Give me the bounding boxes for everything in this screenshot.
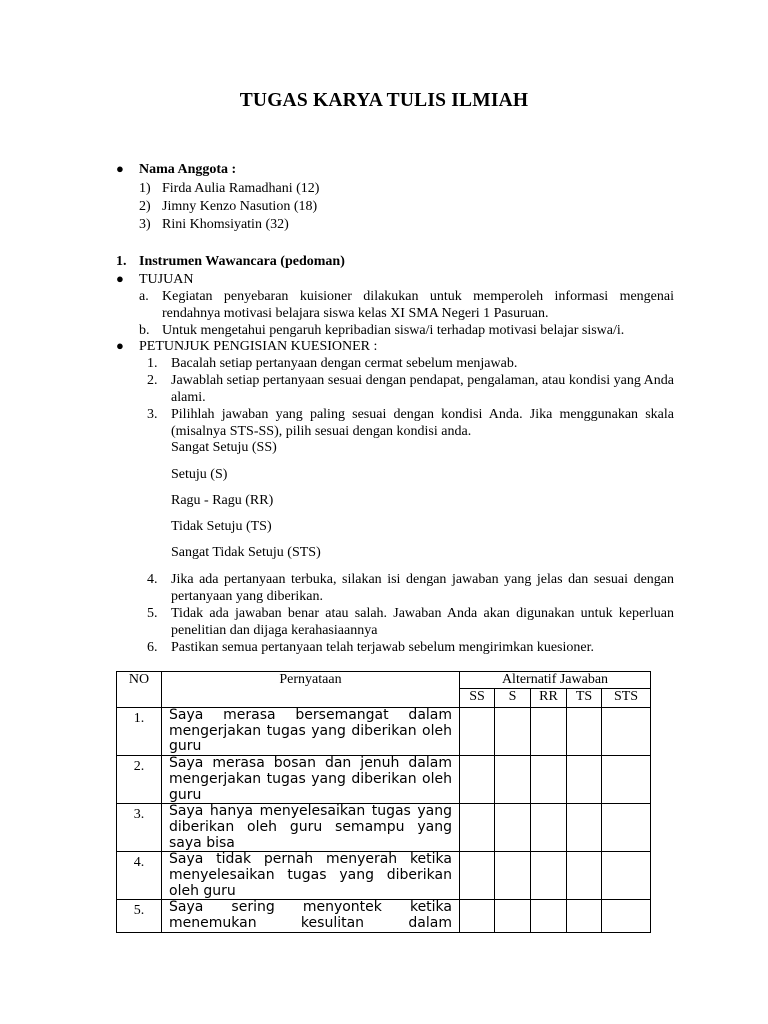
petunjuk-item: Pilihlah jawaban yang paling sesuai dengan kondisi Anda. Jika menggunakan skala (misalnya STS-SS), pilih sesuai dengan kondisi anda. (171, 407, 674, 439)
answer-cell-ss[interactable] (460, 708, 495, 756)
row-number: 3. (117, 804, 162, 852)
page-title: TUGAS KARYA TULIS ILMIAH (239, 90, 529, 111)
table-row (117, 756, 651, 804)
tujuan-heading: TUJUAN (139, 272, 194, 287)
answer-cell-ts[interactable] (567, 756, 602, 804)
member-name: Rini Khomsiyatin (32) (162, 217, 289, 232)
answer-cell-rr[interactable] (531, 804, 567, 852)
answer-cell-rr[interactable] (531, 756, 567, 804)
petunjuk-item: Jika ada pertanyaan terbuka, silakan isi dengan jawaban yang jelas dan sesuai dengan pertanyaan yang diberikan. (171, 572, 674, 604)
petunjuk-number: 6. (147, 640, 158, 655)
scale-option: Sangat Tidak Setuju (STS) (171, 545, 321, 560)
bullet-icon: ● (116, 161, 124, 176)
petunjuk-number: 3. (147, 407, 158, 422)
answer-cell-ts[interactable] (567, 804, 602, 852)
option-sts: STS (602, 689, 651, 708)
answer-cell-rr[interactable] (531, 708, 567, 756)
scale-option: Setuju (S) (171, 467, 228, 482)
answer-cell-ss[interactable] (460, 852, 495, 900)
member-name: Jimny Kenzo Nasution (18) (162, 199, 318, 214)
answer-cell-ss[interactable] (460, 756, 495, 804)
answer-cell-s[interactable] (495, 852, 531, 900)
tujuan-label: b. (139, 323, 150, 338)
table-row (117, 900, 651, 932)
member-number: 3) (139, 217, 151, 232)
header-statement: Pernyataan (162, 672, 460, 708)
questionnaire-table (116, 671, 651, 933)
row-number: 4. (117, 852, 162, 900)
scale-option: Tidak Setuju (TS) (171, 519, 272, 534)
header-alternatives: Alternatif Jawaban (460, 672, 651, 689)
table-row (117, 708, 651, 756)
member-number: 2) (139, 199, 151, 214)
petunjuk-number: 2. (147, 373, 158, 388)
answer-cell-ss[interactable] (460, 900, 495, 932)
petunjuk-heading: PETUNJUK PENGISIAN KUESIONER : (139, 339, 378, 354)
answer-cell-s[interactable] (495, 900, 531, 932)
member-number: 1) (139, 181, 151, 196)
petunjuk-number: 1. (147, 356, 158, 371)
answer-cell-rr[interactable] (531, 900, 567, 932)
table-row (117, 804, 651, 852)
answer-cell-sts[interactable] (602, 852, 651, 900)
petunjuk-item: Jawablah setiap pertanyaan sesuai dengan pendapat, pengalaman, atau kondisi yang Anda alami. (171, 373, 674, 405)
petunjuk-item: Bacalah setiap pertanyaan dengan cermat sebelum menjawab. (171, 356, 518, 371)
row-statement: Saya merasa bosan dan jenuh dalam mengerjakan tugas yang diberikan oleh guru (162, 756, 460, 804)
option-rr: RR (531, 689, 567, 708)
scale-option: Ragu - Ragu (RR) (171, 493, 274, 508)
answer-cell-s[interactable] (495, 756, 531, 804)
answer-cell-s[interactable] (495, 708, 531, 756)
petunjuk-item: Tidak ada jawaban benar atau salah. Jawaban Anda akan digunakan untuk keperluan penelitian dan dijaga kerahasiaannya (171, 606, 674, 638)
answer-cell-ts[interactable] (567, 852, 602, 900)
answer-cell-sts[interactable] (602, 900, 651, 932)
row-statement: Saya hanya menyelesaikan tugas yang diberikan oleh guru semampu yang saya bisa (162, 804, 460, 852)
bullet-icon: ● (116, 271, 124, 286)
section-number: 1. (116, 254, 127, 269)
tujuan-item: Kegiatan penyebaran kuisioner dilakukan untuk memperoleh informasi mengenai rendahnya motivasi belajara siswa kelas XI SMA Negeri 1 Pasuruan. (162, 289, 674, 321)
option-ts: TS (567, 689, 602, 708)
tujuan-item: Untuk mengetahui pengaruh kepribadian siswa/i terhadap motivasi belajar siswa/i. (162, 323, 625, 338)
answer-cell-sts[interactable] (602, 804, 651, 852)
answer-cell-ss[interactable] (460, 804, 495, 852)
answer-cell-sts[interactable] (602, 756, 651, 804)
petunjuk-number: 5. (147, 606, 158, 621)
answer-cell-ts[interactable] (567, 900, 602, 932)
member-name: Firda Aulia Ramadhani (12) (162, 181, 320, 196)
row-statement: Saya tidak pernah menyerah ketika menyelesaikan tugas yang diberikan oleh guru (162, 852, 460, 900)
scale-option: Sangat Setuju (SS) (171, 440, 277, 455)
header-no: NO (117, 672, 162, 708)
row-statement: Saya merasa bersemangat dalam mengerjakan tugas yang diberikan oleh guru (162, 708, 460, 756)
answer-cell-s[interactable] (495, 804, 531, 852)
bullet-icon: ● (116, 338, 124, 353)
section-heading: Instrumen Wawancara (pedoman) (139, 254, 345, 269)
answer-cell-ts[interactable] (567, 708, 602, 756)
answer-cell-sts[interactable] (602, 708, 651, 756)
petunjuk-number: 4. (147, 572, 158, 587)
row-number: 1. (117, 708, 162, 756)
table-row (117, 852, 651, 900)
tujuan-label: a. (139, 289, 149, 304)
answer-cell-rr[interactable] (531, 852, 567, 900)
row-number: 2. (117, 756, 162, 804)
option-ss: SS (460, 689, 495, 708)
petunjuk-item: Pastikan semua pertanyaan telah terjawab sebelum mengirimkan kuesioner. (171, 640, 594, 655)
members-heading: Nama Anggota : (139, 162, 237, 177)
row-statement: Saya sering menyontek ketika menemukan kesulitan dalam (162, 900, 460, 932)
row-number: 5. (117, 900, 162, 932)
option-s: S (495, 689, 531, 708)
